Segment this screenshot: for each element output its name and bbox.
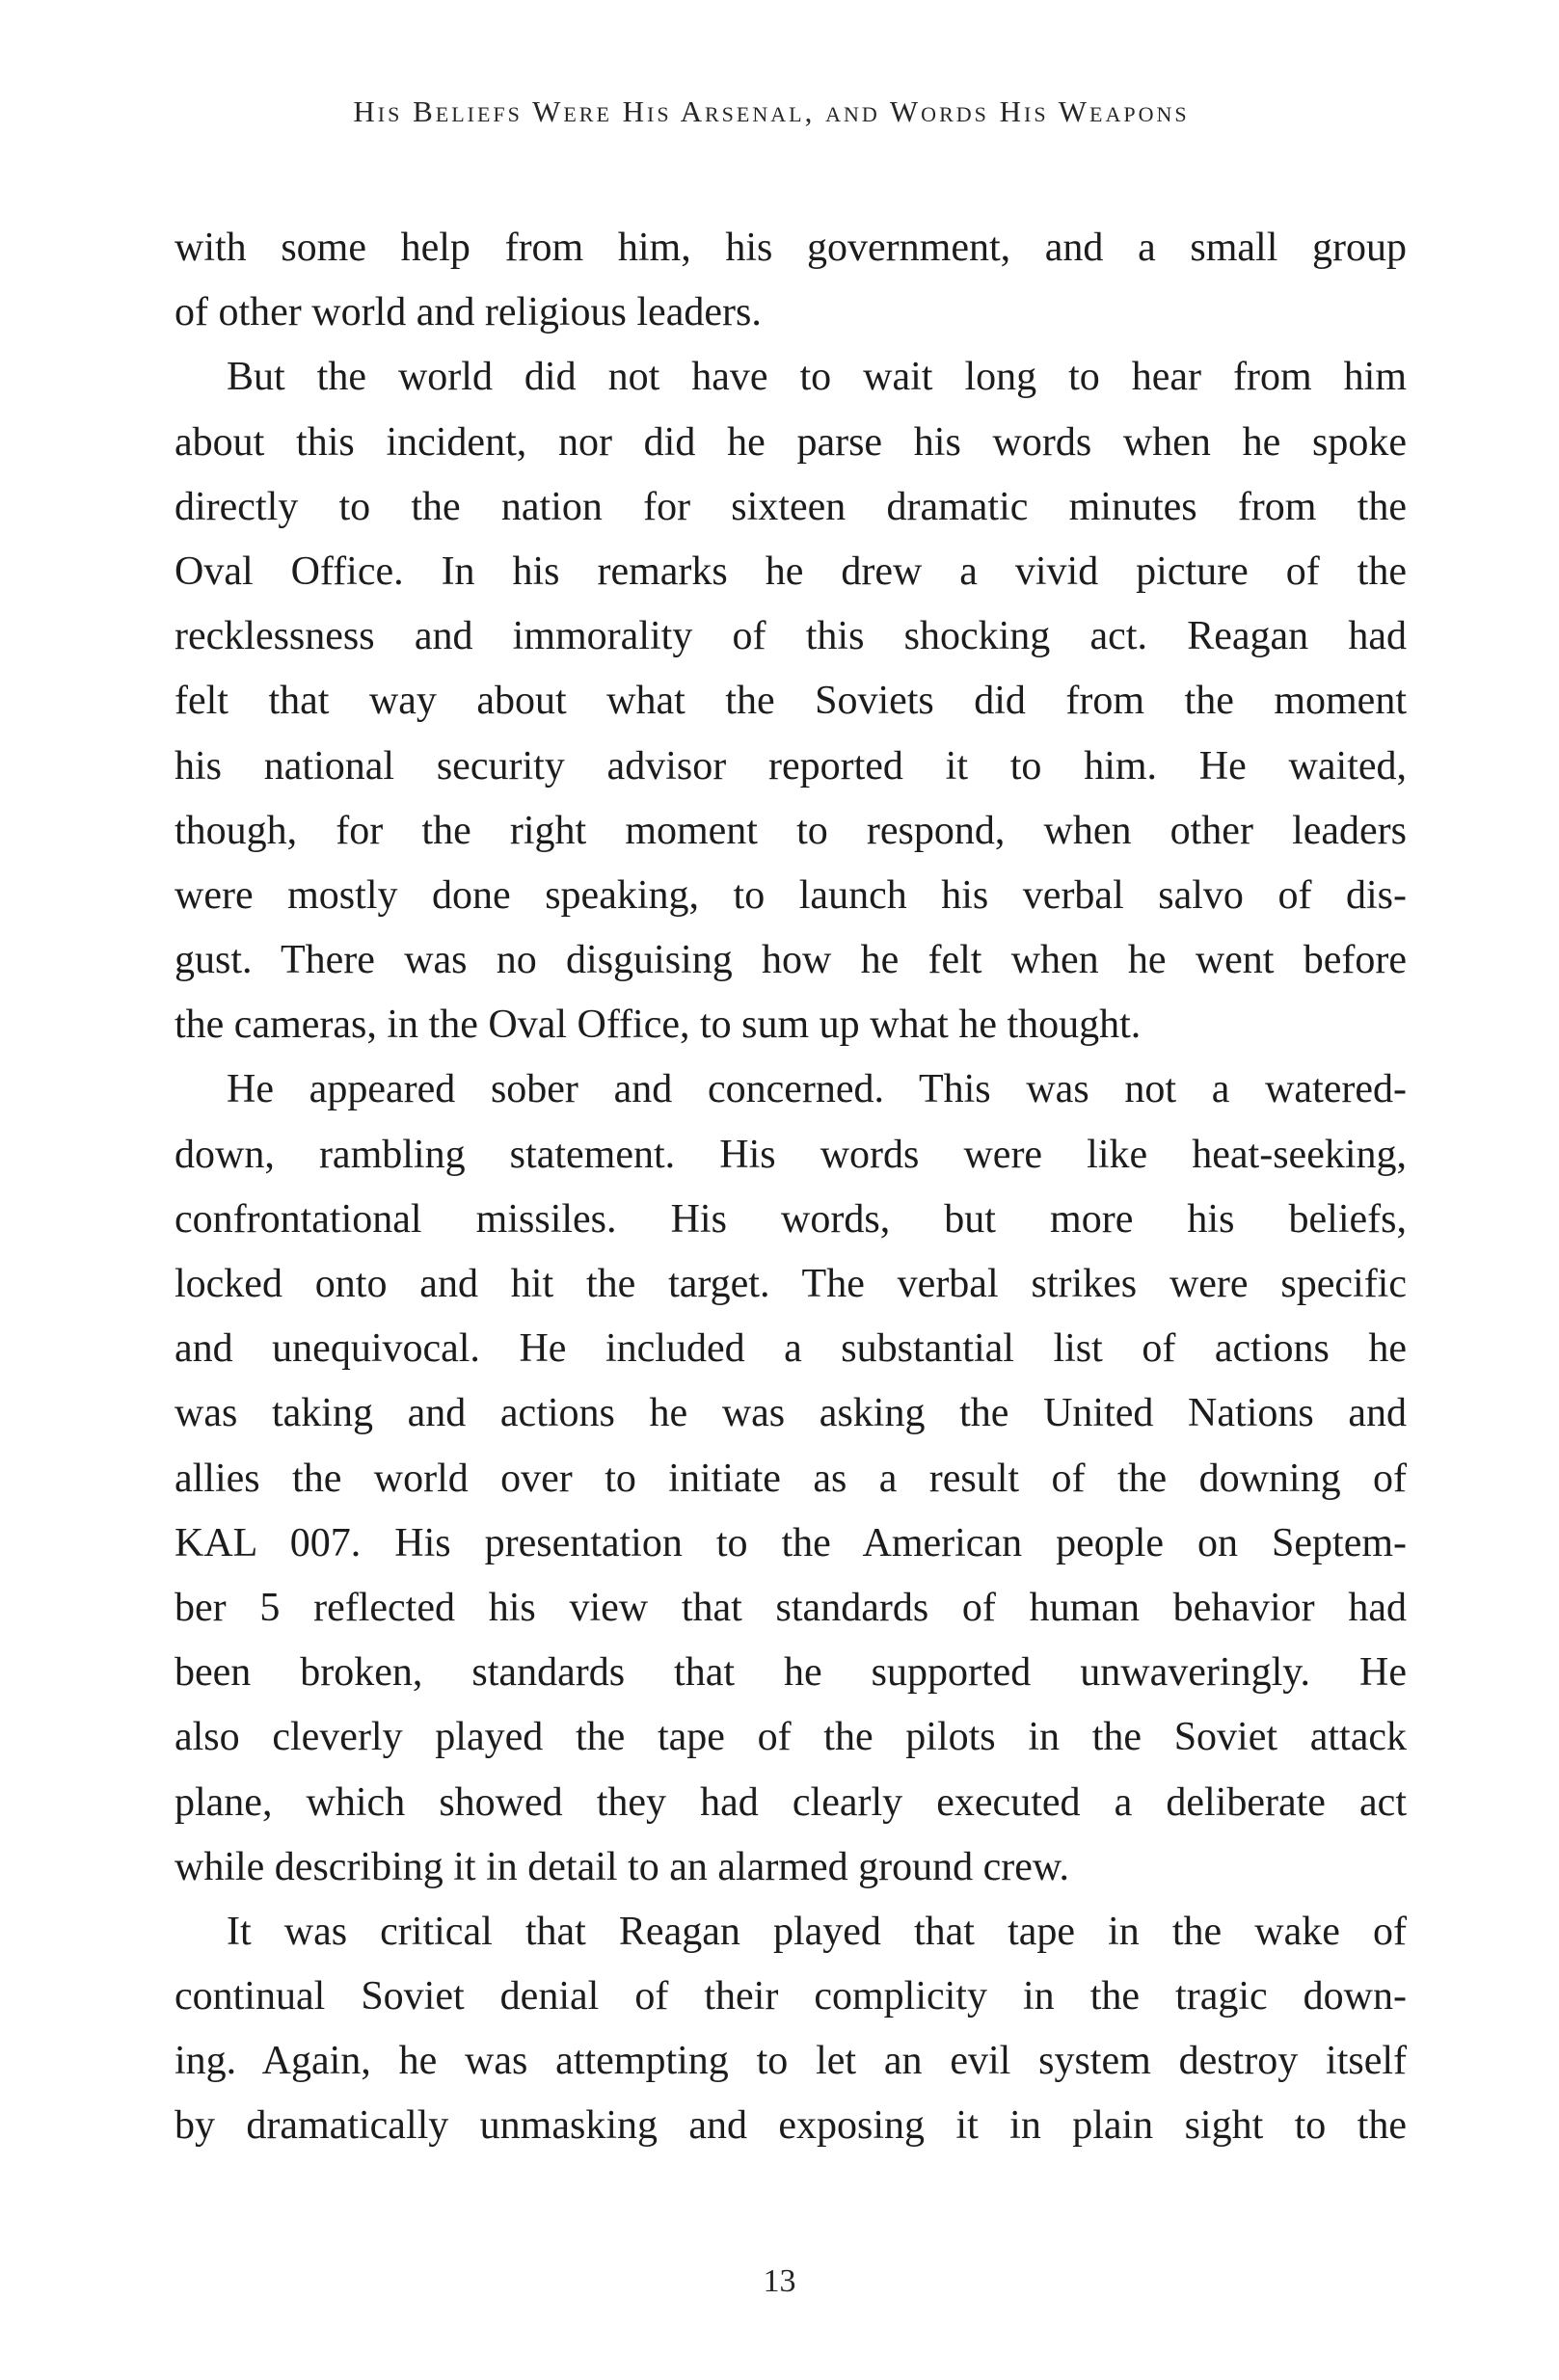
text-line: allies the world over to initiate as a result of the downing of bbox=[175, 1456, 1407, 1501]
text-line: and unequivocal. He included a substantial list of actions he bbox=[175, 1326, 1407, 1372]
text-line: his national security advisor reported it to him. He waited, bbox=[175, 743, 1407, 789]
text-line: plane, which showed they had clearly executed a deliberate act bbox=[175, 1779, 1407, 1825]
text-line: directly to the nation for sixteen dramatic minutes from the bbox=[175, 484, 1407, 529]
text-line: ing. Again, he was attempting to let an evil system destroy itself bbox=[175, 2039, 1407, 2084]
text-line: down, rambling statement. His words were like heat-seeking, bbox=[175, 1132, 1407, 1177]
page-number: 13 bbox=[763, 2263, 796, 2299]
text-line: KAL 007. His presentation to the American people on Septem- bbox=[175, 1520, 1407, 1565]
text-line: He appeared sober and concerned. This was not a watered- bbox=[227, 1067, 1407, 1112]
text-line: ber 5 reflected his view that standards of human behavior had bbox=[175, 1585, 1407, 1630]
text-line: confrontational missiles. His words, but more his beliefs, bbox=[175, 1196, 1407, 1242]
text-line: been broken, standards that he supported unwaveringly. He bbox=[175, 1650, 1407, 1696]
text-line: gust. There was no disguising how he felt when he went before bbox=[175, 938, 1407, 983]
text-line: also cleverly played the tape of the pilots in the Soviet attack bbox=[175, 1715, 1407, 1760]
body-text bbox=[175, 216, 1407, 2159]
text-line: Oval Office. In his remarks he drew a vivid picture of the bbox=[175, 548, 1407, 594]
text-line: locked onto and hit the target. The verbal strikes were specific bbox=[175, 1262, 1407, 1306]
text-line: It was critical that Reagan played that tape in the wake of bbox=[227, 1909, 1407, 1954]
text-line: But the world did not have to wait long to hear from him bbox=[227, 355, 1407, 400]
text-line: was taking and actions he was asking the United Nations and bbox=[175, 1391, 1407, 1436]
text-line: continual Soviet denial of their complicity in the tragic down- bbox=[175, 1974, 1407, 2019]
text-line: about this incident, nor did he parse his words when he spoke bbox=[175, 419, 1407, 465]
text-line: of other world and religious leaders. bbox=[175, 290, 762, 335]
text-line: though, for the right moment to respond, when other leaders bbox=[175, 808, 1407, 853]
text-line: by dramatically unmasking and exposing it in plain sight to the bbox=[175, 2103, 1407, 2149]
text-line: the cameras, in the Oval Office, to sum up what he thought. bbox=[175, 1003, 1142, 1048]
text-line: with some help from him, his government, and a small group bbox=[175, 226, 1407, 270]
running-head: His Beliefs Were His Arsenal, and Words His Weapons bbox=[353, 94, 1190, 128]
text-line: recklessness and immorality of this shocking act. Reagan had bbox=[175, 614, 1407, 659]
text-line: while describing it in detail to an alarmed ground crew. bbox=[175, 1844, 1069, 1889]
text-line: were mostly done speaking, to launch his verbal salvo of dis- bbox=[175, 872, 1407, 918]
text-line: felt that way about what the Soviets did from the moment bbox=[175, 679, 1407, 724]
